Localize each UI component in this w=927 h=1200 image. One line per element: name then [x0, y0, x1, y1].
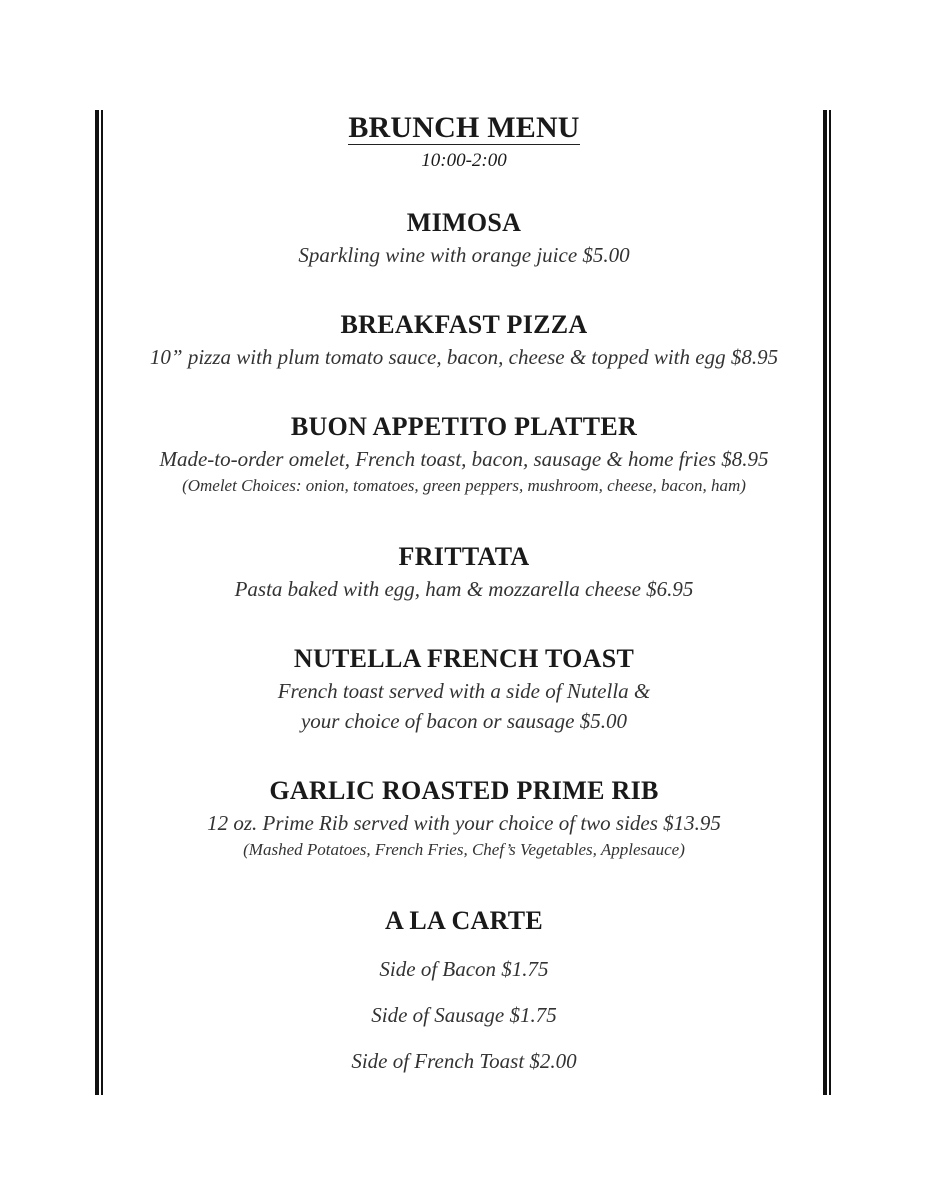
- item-name: BREAKFAST PIZZA: [340, 310, 588, 339]
- section-frittata: [110, 540, 818, 604]
- section-mimosa: [110, 206, 818, 270]
- side-item: Side of Bacon $1.75: [379, 957, 549, 981]
- side-item: Side of French Toast $2.00: [351, 1049, 577, 1073]
- item-description: 12 oz. Prime Rib served with your choice of two sides $13.95: [207, 811, 721, 835]
- side-item: Side of Sausage $1.75: [371, 1003, 557, 1027]
- item-note: (Omelet Choices: onion, tomatoes, green peppers, mushroom, cheese, bacon, ham): [182, 476, 746, 495]
- section-nutella-french-toast: [110, 642, 818, 736]
- item-description: 10” pizza with plum tomato sauce, bacon, cheese & topped with egg $8.95: [149, 345, 779, 369]
- item-name: BUON APPETITO PLATTER: [290, 412, 638, 441]
- menu-title-text: BRUNCH MENU: [348, 111, 580, 144]
- section-a-la-carte: [110, 904, 818, 1084]
- menu-title: [110, 110, 818, 146]
- item-name: NUTELLA FRENCH TOAST: [293, 644, 635, 673]
- item-description: Made-to-order omelet, French toast, bacon, sausage & home fries $8.95: [159, 447, 769, 471]
- item-name: A LA CARTE: [384, 906, 544, 935]
- section-garlic-roasted-prime-rib: [110, 774, 818, 862]
- item-name: FRITTATA: [398, 542, 530, 571]
- item-description-line-1: French toast served with a side of Nutella &: [277, 679, 651, 703]
- item-name: GARLIC ROASTED PRIME RIB: [269, 776, 659, 805]
- item-description: Sparkling wine with orange juice $5.00: [298, 243, 630, 267]
- left-double-border: [95, 110, 103, 1095]
- item-name: MIMOSA: [406, 208, 522, 237]
- item-note: (Mashed Potatoes, French Fries, Chef’s Vegetables, Applesauce): [243, 840, 685, 859]
- item-description-line-2: your choice of bacon or sausage $5.00: [300, 709, 628, 733]
- right-double-border: [823, 110, 831, 1095]
- item-description: Pasta baked with egg, ham & mozzarella cheese $6.95: [234, 577, 694, 601]
- section-breakfast-pizza: [110, 308, 818, 372]
- section-buon-appetito-platter: [110, 410, 818, 498]
- menu-hours: 10:00-2:00: [421, 150, 507, 171]
